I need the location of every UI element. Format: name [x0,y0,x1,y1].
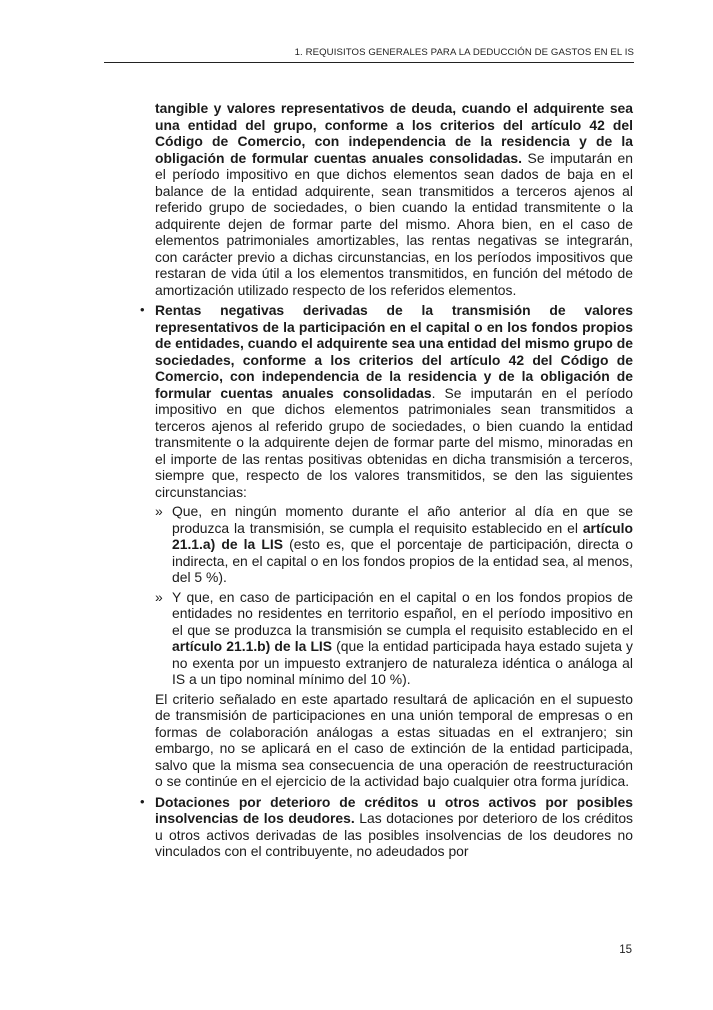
bullet2-bold-text: Dotaciones por deterioro de créditos u otros activos por posibles insolvencias de los deudores. [155,793,633,826]
sub2-paragraph [172,589,633,688]
bullet2-text: Las dotaciones por deterioro de los créditos u otros activos derivadas de las posibles insolvencias de los deudores no vinculados con el contribuyente, no adeudados por [155,810,633,859]
bullet2-paragraph [155,794,633,860]
sub2-text-pre: Y que, en caso de participación en el capital o en los fondos propios de entidades no residentes en territorio español, en el período impositivo en el que se produzca la transmisión se cumpla el requisito establecido en el [172,588,633,638]
bullet-icon: • [140,302,145,317]
intro-text: Se imputarán en el período impositivo en que dichos elementos sean dados de baja en el balance de la entidad adquirente, sean transmitidos a terceros ajenos al referido grupo de sociedades, o bien cuando la entidad transmitente o la adquirente dejen de formar parte del mismo. Ahora bien, en el caso de elementos patrimoniales amortizables, las rentas negativas se integrarán, con carácter previo a dichas circunstancias, en los períodos impositivos que restaran de vida útil a los elementos transmitidos, en función del método de amortización utilizado respecto de los referidos elementos. [155,149,633,298]
sub2-text-post: (que la entidad participada haya estado sujeta y no exenta por un impuesto extranjero de naturaleza idéntica o análoga al IS a un tipo nominal mínimo del 10 %). [172,638,633,687]
bullet1-text: . Se imputarán en el período impositivo en que dichos elementos patrimoniales sean transmitidos a terceros ajenos al referido grupo de sociedades, o bien cuando la entidad transmitente o la adquirente dejen de formar parte del mismo, minoradas en el importe de las rentas positivas obtenidas en dicha transmisión a terceros, siempre que, respecto de los valores transmitidos, se den las siguientes circunstancias: [155,384,633,500]
bullet-item-dotaciones-deterioro [140,793,633,860]
intro-bold-text: tangible y valores representativos de deuda, cuando el adquirente sea una entidad del grupo, conforme a los criterios del artículo 42 del Código de Comercio, con independencia de la residencia y de la obligación de formular cuentas anuales consolidadas. [155,100,633,166]
bullet1-closing-paragraph: El criterio señalado en este apartado resultará de aplicación en el supuesto de transmisión de participaciones en una unión temporal de empresas o en formas de colaboración análogas a estas situadas en el extranjero; sin embargo, no se aplicará en el caso de extinción de la entidad participada, salvo que la misma sea consecuencia de una operación de reestructuración o se continúe en el ejercicio de la actividad bajo cualquier otra forma jurídica. [155,690,633,789]
page-number: 15 [619,944,632,956]
bullet-item-rentas-negativas [140,302,633,790]
bullet-icon: • [140,793,145,809]
sub-item-requisito-21-1-b [155,589,633,688]
sub-bullet-icon: » [155,588,163,605]
bullet1-paragraph [155,302,633,500]
running-header: 1. REQUISITOS GENERALES PARA LA DEDUCCIÓN DE GASTOS EN EL IS [294,47,634,58]
sub1-paragraph [172,503,633,586]
sub1-text-pre: Que, en ningún momento durante el año anterior al día en que se produzca la transmisión, se cumpla el requisito establecido en el [172,503,633,536]
sub1-bold-reference: artículo 21.1.a) de la LIS [172,519,633,552]
document-body [140,100,633,860]
sub1-text-post: (esto es, que el porcentaje de participación, directa o indirecta, en el capital o en los fondos propios de la entidad sea, al menos, del 5 %). [172,536,633,585]
header-divider [104,62,634,63]
sub2-bold-reference: artículo 21.1.b) de la LIS [172,638,333,654]
sub-bullet-icon: » [155,503,163,519]
intro-paragraph [155,100,633,298]
sub-item-requisito-21-1-a [155,503,633,586]
bullet1-bold-text: Rentas negativas derivadas de la transmisión de valores representativos de la participación en el capital o en los fondos propios de entidades, cuando el adquirente sea una entidad del mismo grupo de sociedades, conforme a los criterios del artículo 42 del Código de Comercio, con independencia de la residencia y de la obligación de formular cuentas anuales consolidadas [155,302,633,401]
